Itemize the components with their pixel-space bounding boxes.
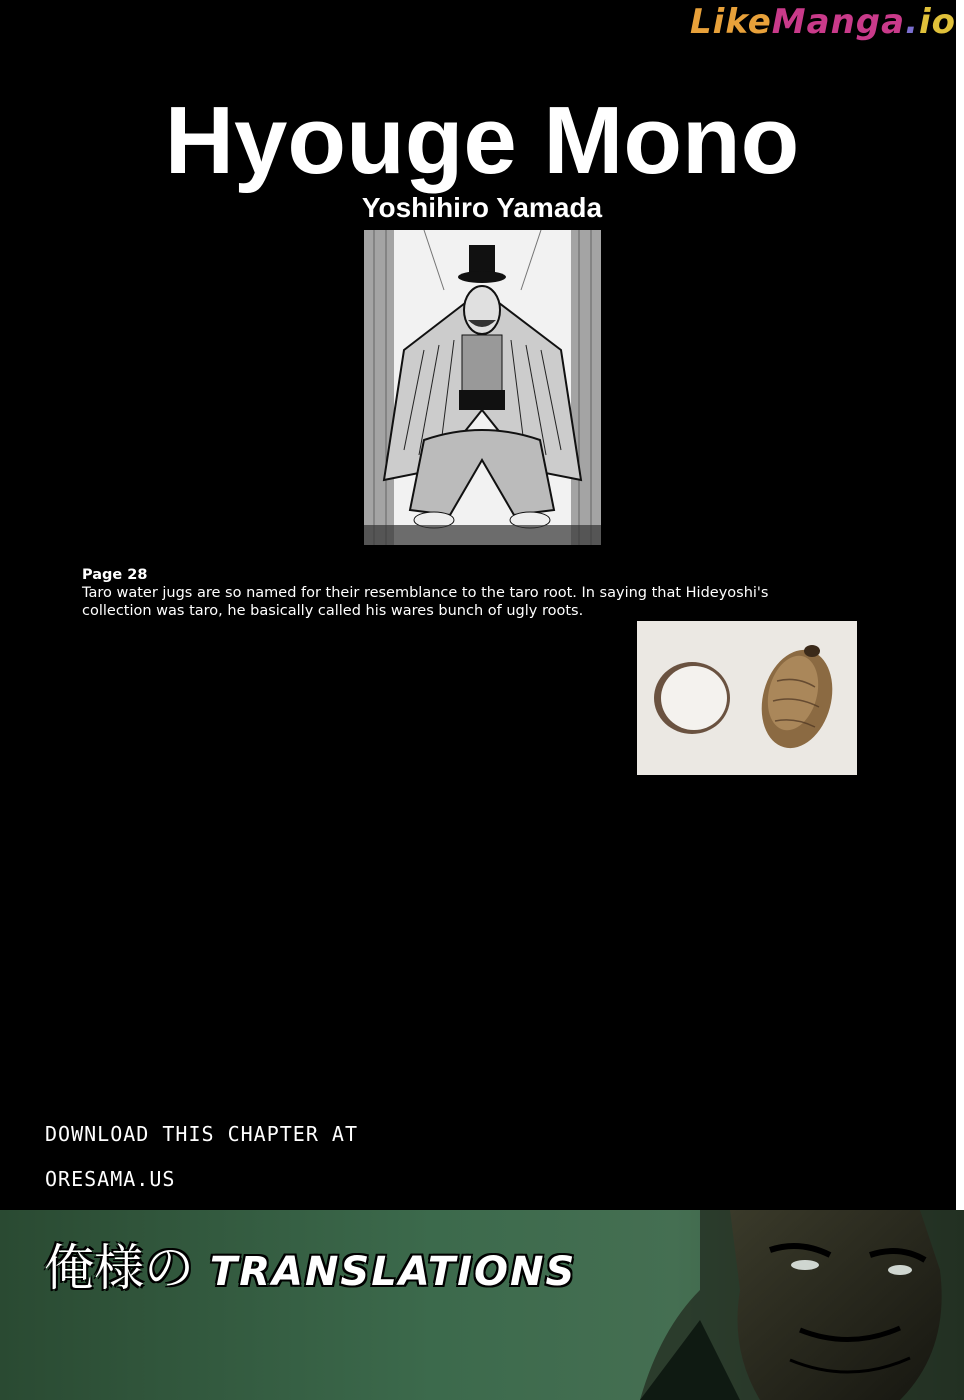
watermark-part-3: .	[905, 2, 919, 42]
site-watermark[interactable]	[690, 2, 956, 42]
manga-title: Hyouge Mono	[164, 87, 800, 194]
watermark-part-2: Manga	[771, 2, 906, 42]
banner-english: TRANSLATIONS	[209, 1249, 577, 1295]
taro-root-photo	[637, 621, 857, 775]
author-name: Yoshihiro Yamada	[361, 192, 603, 223]
taro-root-image	[637, 621, 857, 775]
banner-japanese: 俺様の	[44, 1239, 194, 1297]
download-label: DOWNLOAD THIS CHAPTER AT	[45, 1122, 358, 1146]
watermark-part-1: Like	[690, 2, 772, 42]
note-heading: Page 28	[82, 567, 148, 583]
translation-note	[82, 566, 822, 620]
cover-illustration	[364, 230, 601, 545]
watermark-part-4: io	[918, 2, 956, 42]
banner-title	[44, 1238, 576, 1302]
cover-art-image	[364, 230, 601, 545]
note-text: Taro water jugs are so named for their resemblance to the taro root. In saying that Hideyoshi's collection was taro, he basically called his wares bunch of ugly roots.	[82, 585, 769, 619]
scanlation-banner	[0, 1210, 964, 1400]
download-link[interactable]: ORESAMA.US	[45, 1167, 176, 1191]
